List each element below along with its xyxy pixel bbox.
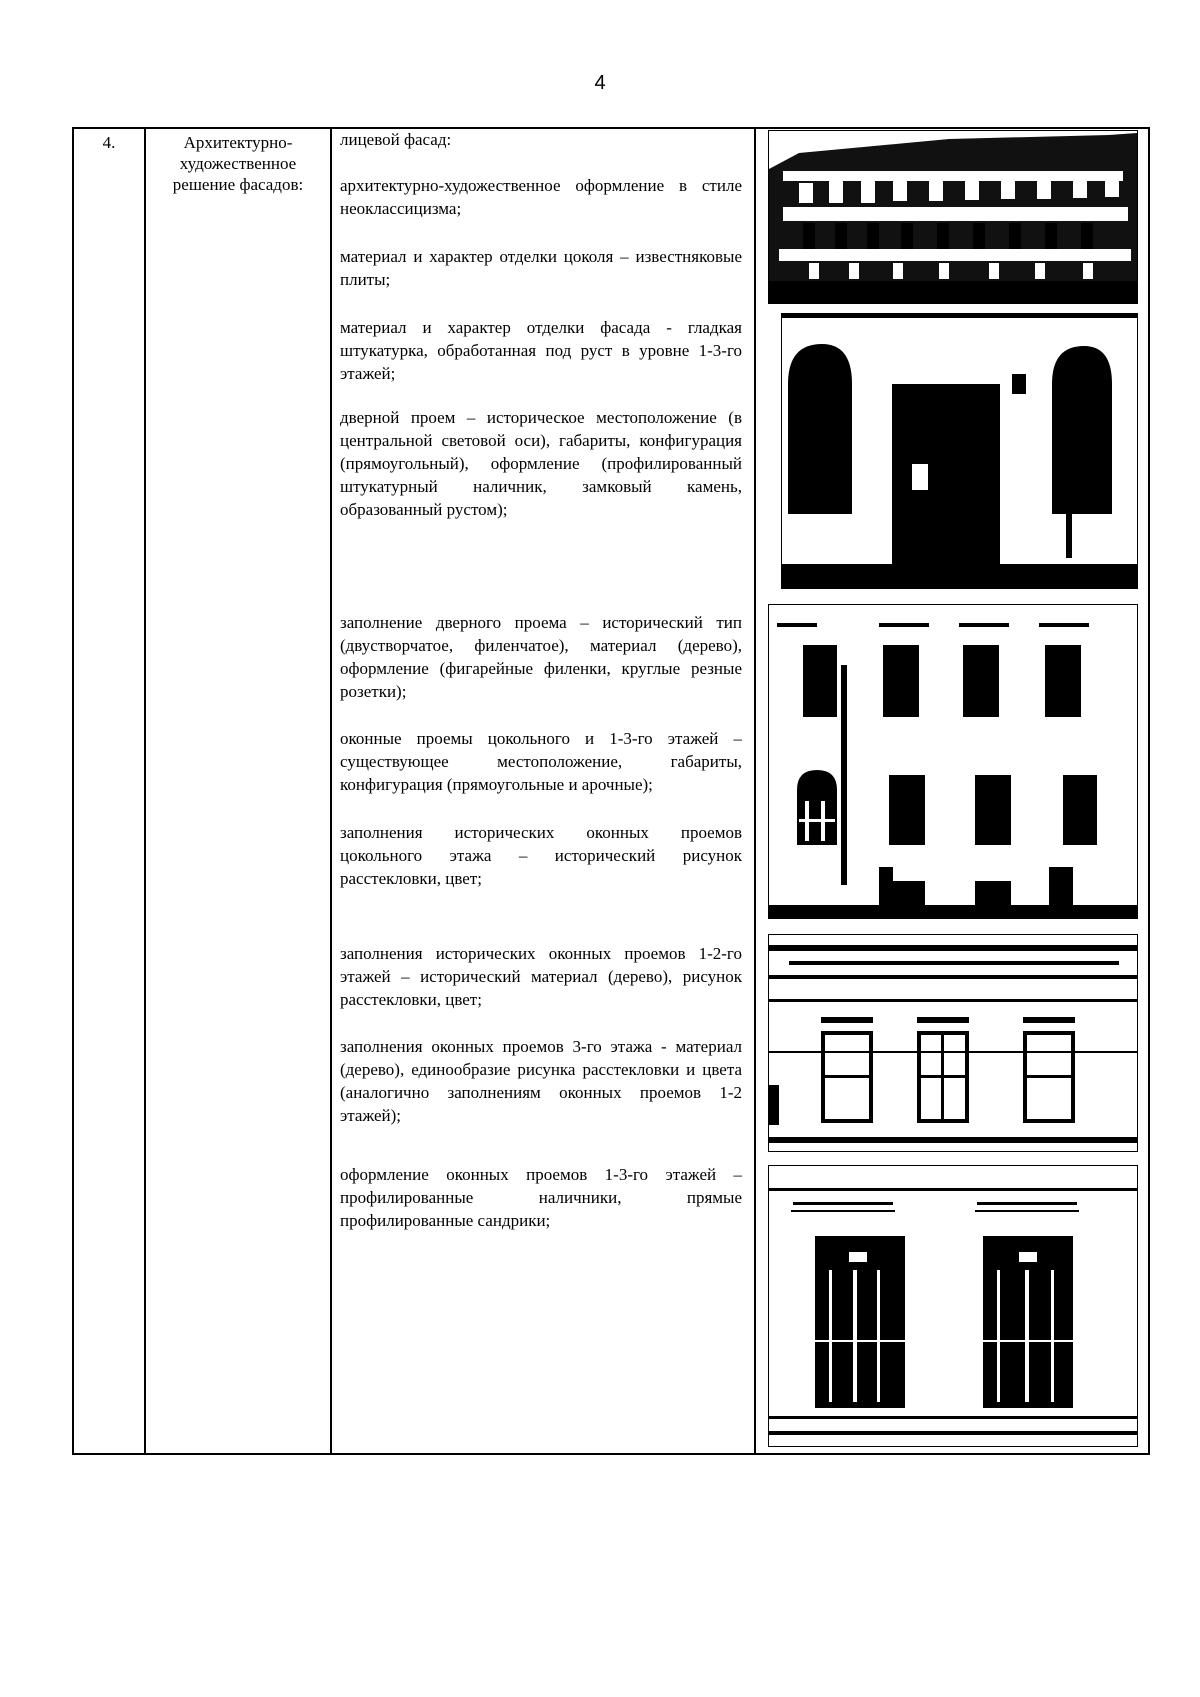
row-title-line: Архитектурно-: [183, 133, 293, 152]
photo-window-trims: [768, 1165, 1138, 1447]
row-title: [145, 128, 331, 1454]
paragraph: архитектурно-художественное оформление в стиле неоклассицизма;: [340, 176, 742, 218]
row-title-line: художественное: [179, 154, 297, 173]
photo-facade-overview: [768, 130, 1138, 304]
photo-entrance-door: [781, 313, 1138, 589]
paragraph: материал и характер отделки фасада - гладкая штукатурка, обработанная под руст в уровне 1-3-го этажей;: [340, 318, 742, 383]
paragraph: заполнения оконных проемов 3-го этажа - материал (дерево), единообразие рисунка расстекловки и цвета (аналогично заполнениям оконных проемов 1-2 этажей);: [340, 1037, 742, 1125]
row-title-line: решение фасадов:: [172, 175, 304, 194]
paragraph: заполнения исторических оконных проемов цокольного этажа – исторический рисунок расстекловки, цвет;: [340, 823, 742, 888]
paragraph: дверной проем – историческое местоположение (в центральной световой оси), габариты, конфигурация (прямоугольный), оформление (профилированный штукатурный наличник, замковый камень, образованный рустом);: [340, 408, 742, 519]
paragraph: заполнение дверного проема – исторический тип (двустворчатое, филенчатое), материал (дерево), оформление (фигарейные филенки, круглые резные розетки);: [340, 613, 742, 701]
page-number: 4: [594, 72, 606, 94]
paragraph: материал и характер отделки цоколя – известняковые плиты;: [340, 247, 742, 289]
row-index: 4.: [73, 128, 145, 1454]
paragraph: лицевой фасад:: [340, 130, 452, 149]
paragraph: оформление оконных проемов 1-3-го этажей – профилированные наличники, прямые профилированные сандрики;: [340, 1165, 742, 1230]
paragraph: заполнения исторических оконных проемов 1-2-го этажей – исторический материал (дерево), рисунок расстекловки, цвет;: [340, 944, 742, 1009]
photo-upper-floor-windows: [768, 934, 1138, 1152]
paragraph: оконные проемы цокольного и 1-3-го этажей – существующее местоположение, габариты, конфигурация (прямоугольные и арочные);: [340, 729, 742, 794]
photo-ground-floor-windows: [768, 604, 1138, 919]
